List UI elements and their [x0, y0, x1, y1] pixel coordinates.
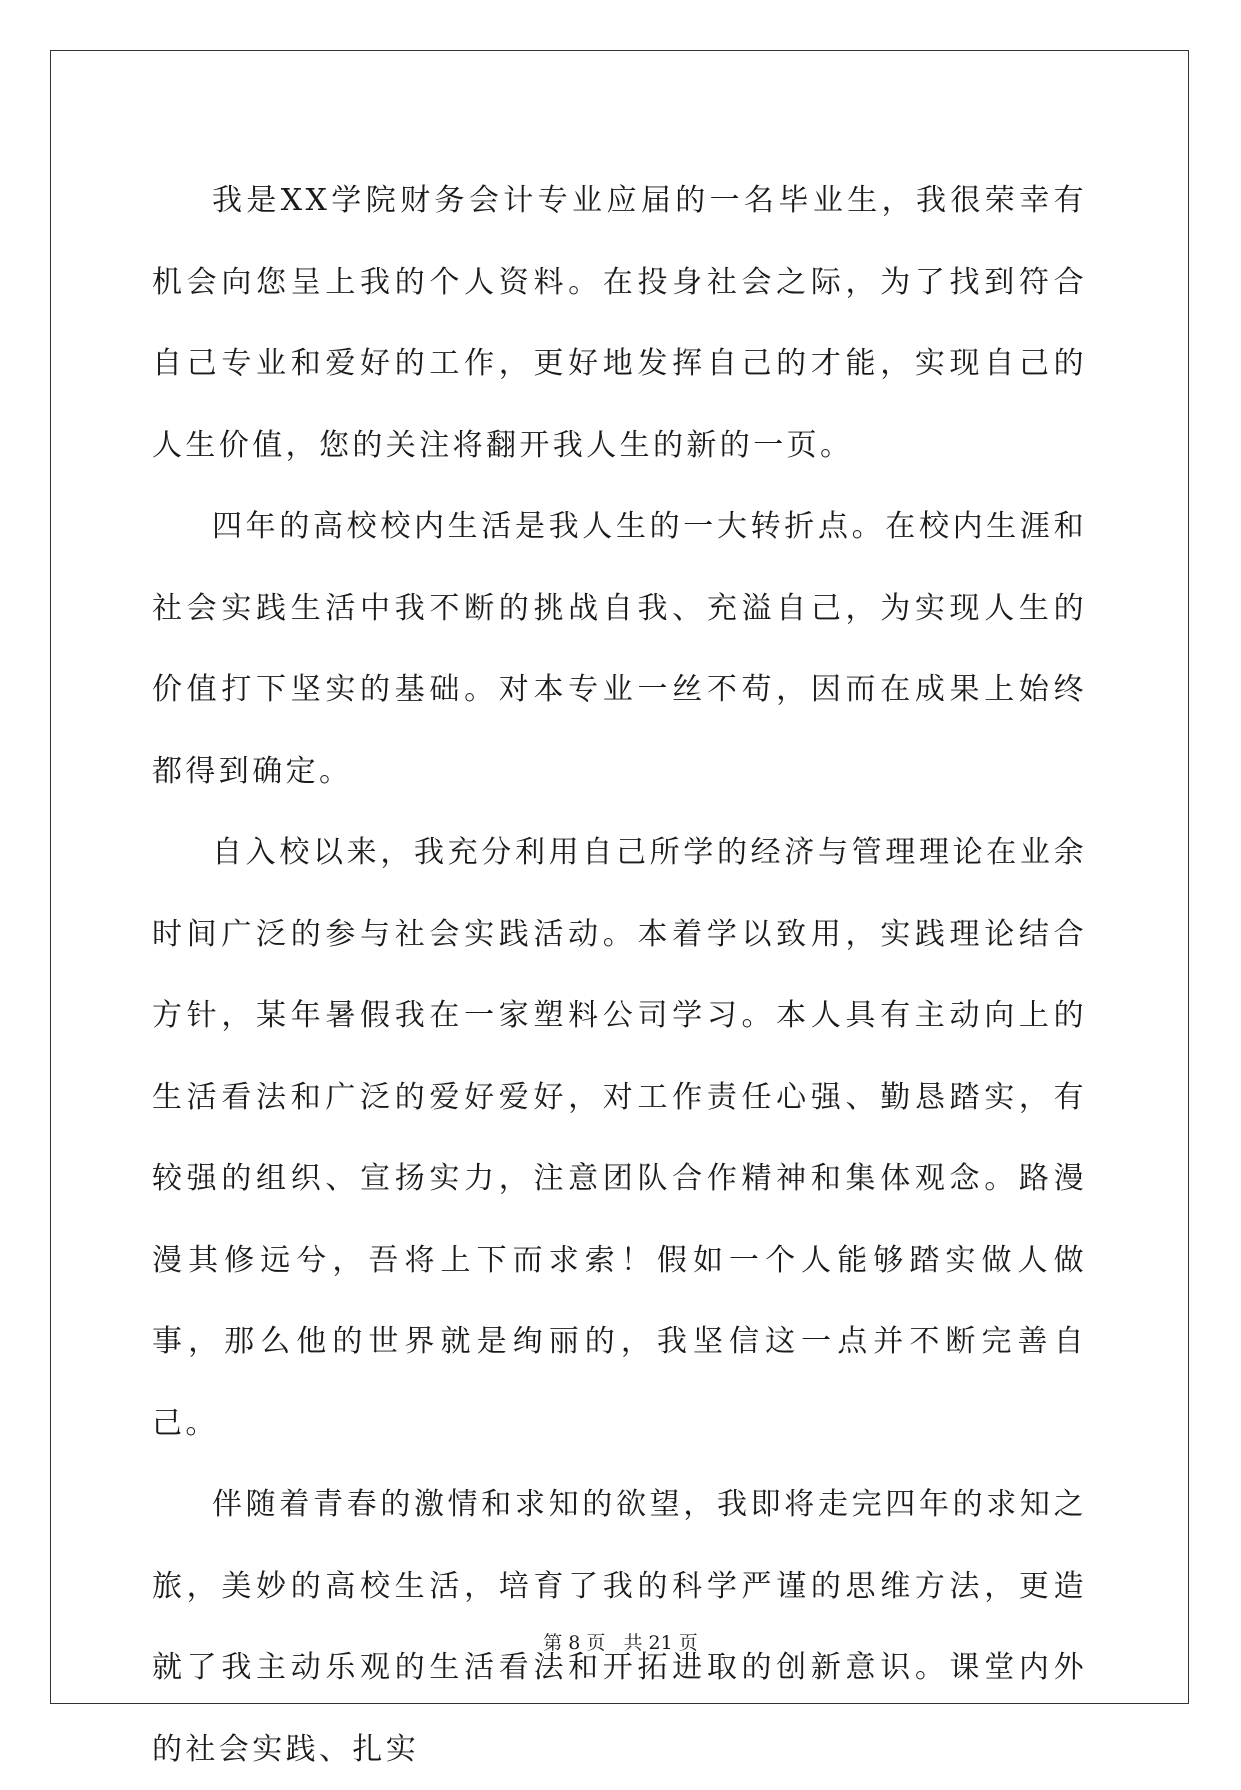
page-number-footer: 第 8 页 共 21 页	[543, 1632, 698, 1654]
paragraph-4: 伴随着青春的激情和求知的欲望，我即将走完四年的求知之旅，美妙的高校生活，培育了我的科学严谨的思维方法，更造就了我主动乐观的生活看法和开拓进取的创新意识。课堂内外的社会实践、扎实	[152, 1487, 1087, 1767]
document-body	[152, 160, 1087, 1790]
paragraph-2: 四年的高校校内生活是我人生的一大转折点。在校内生涯和社会实践生活中我不断的挑战自我、充溢自己，为实现人生的价值打下坚实的基础。对本专业一丝不苟，因而在成果上始终都得到确定。	[152, 509, 1087, 789]
paragraph-1: 我是XX学院财务会计专业应届的一名毕业生，我很荣幸有机会向您呈上我的个人资料。在投身社会之际，为了找到符合自己专业和爱好的工作，更好地发挥自己的才能，实现自己的人生价值，您的关注将翻开我人生的新的一页。	[152, 183, 1087, 463]
paragraph-3: 自入校以来，我充分利用自己所学的经济与管理理论在业余时间广泛的参与社会实践活动。本着学以致用，实践理论结合方针，某年暑假我在一家塑料公司学习。本人具有主动向上的生活看法和广泛的爱好爱好，对工作责任心强、勤恳踏实，有较强的组织、宣扬实力，注意团队合作精神和集体观念。路漫漫其修远兮，吾将上下而求索！假如一个人能够踏实做人做事，那么他的世界就是绚丽的，我坚信这一点并不断完善自己。	[152, 835, 1087, 1441]
